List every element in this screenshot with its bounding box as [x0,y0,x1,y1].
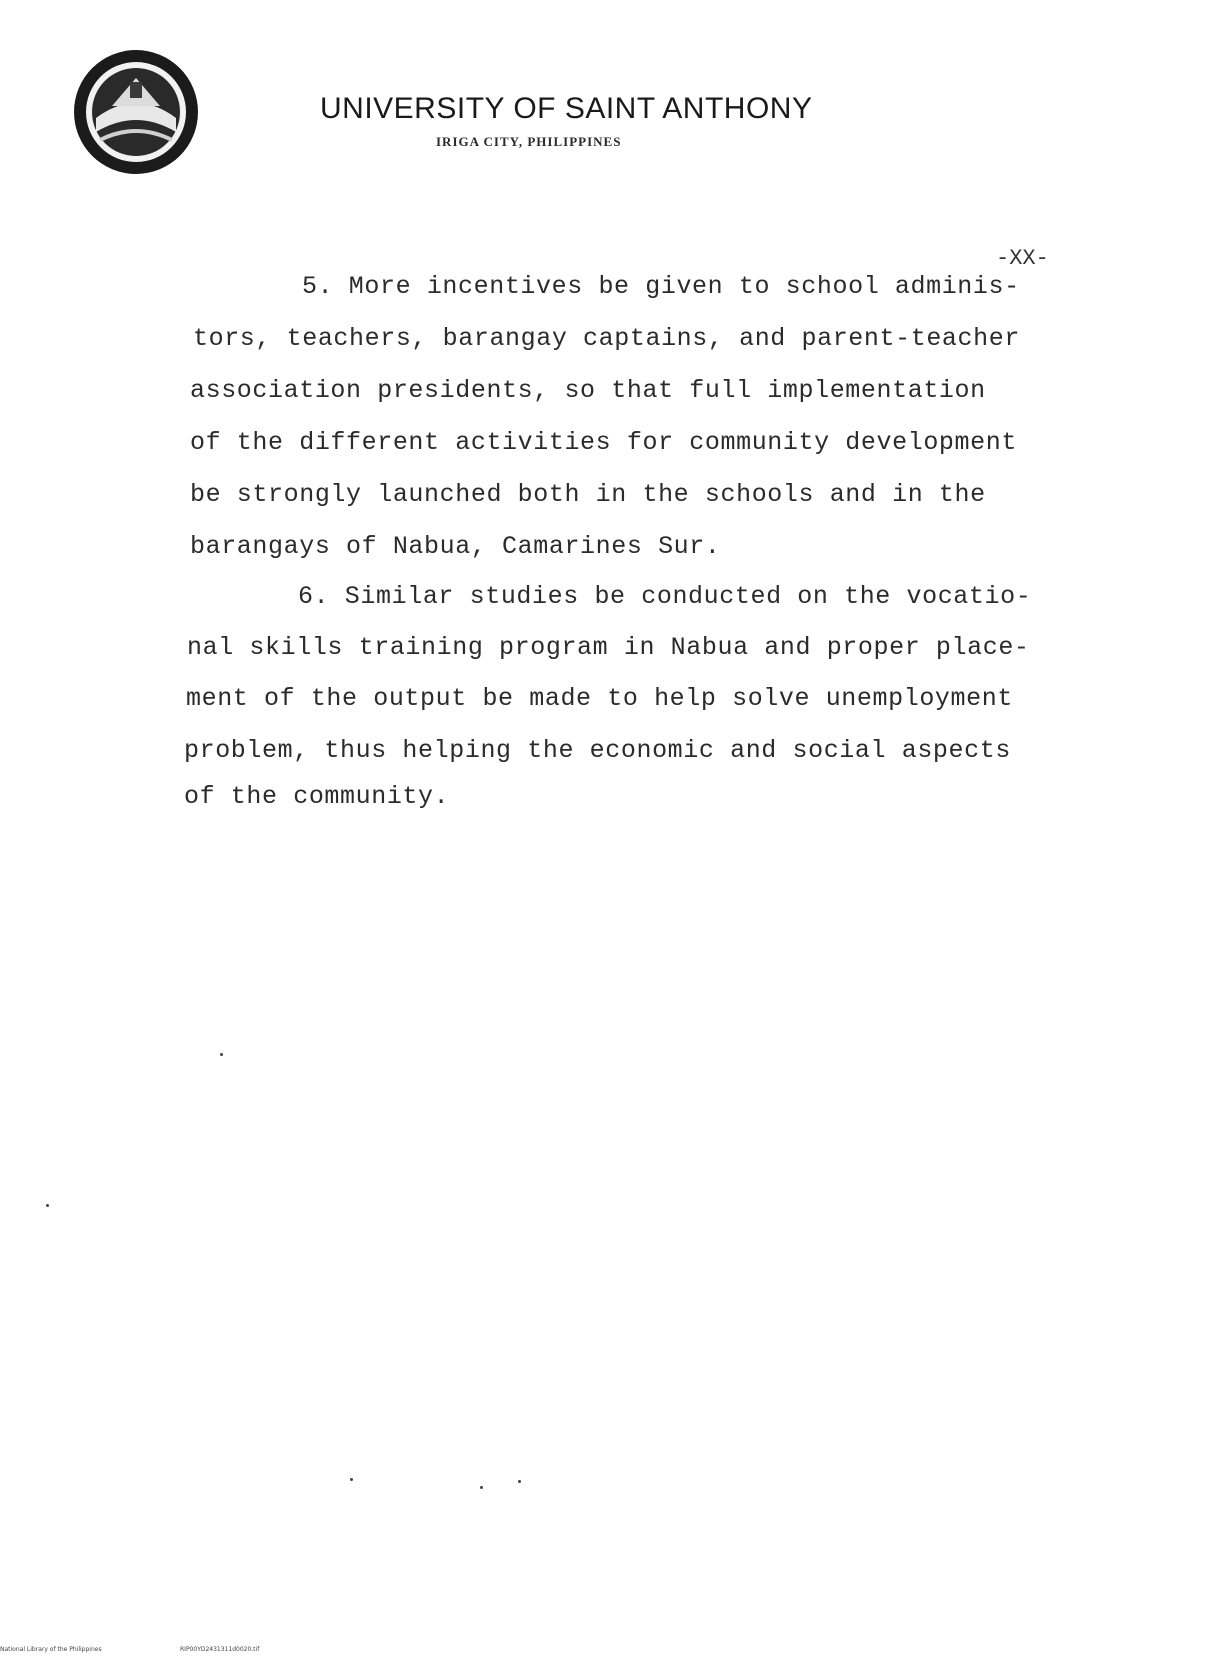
university-name: UNIVERSITY OF SAINT ANTHONY [320,92,813,125]
scan-speck [350,1478,353,1481]
body-line: tors, teachers, barangay captains, and parent-teacher [193,324,1020,353]
university-location: IRIGA CITY, PHILIPPINES [436,134,622,149]
page-number: -XX- [996,246,1049,271]
body-line: barangays of Nabua, Camarines Sur. [190,532,721,561]
scan-speck [46,1204,49,1207]
body-line: of the different activities for community development [190,428,1017,457]
footer-file-code: RIP00YD2431311d0020.tif [180,1646,260,1653]
scan-speck [480,1486,483,1489]
body-line: of the community. [184,782,450,811]
body-line: ment of the output be made to help solve unemployment [186,684,1013,713]
scan-speck [518,1480,521,1483]
scan-speck [220,1053,223,1056]
body-line: nal skills training program in Nabua and proper place- [187,633,1030,662]
body-line: association presidents, so that full implementation [190,376,986,405]
university-seal-logo [72,48,200,176]
footer-library-credit: National Library of the Philippines [0,1646,102,1653]
body-line: 5. More incentives be given to school adminis- [302,272,1020,301]
body-line: be strongly launched both in the schools and in the [190,480,986,509]
body-line: problem, thus helping the economic and social aspects [184,736,1011,765]
body-line: 6. Similar studies be conducted on the vocatio- [298,582,1032,611]
